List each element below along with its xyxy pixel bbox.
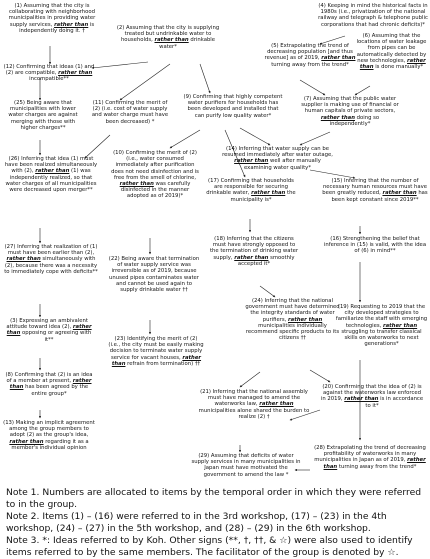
node-7: (7) Assuming that the public water supplier is making use of financial or human capitals of private sectors, rather than doing so independently* (301, 96, 399, 127)
node-17: (17) Confirming that households are responsible for securing drinkable water, rather than the municipality is* (206, 178, 296, 203)
figure-notes (6, 487, 428, 559)
node-19: (19) Requesting to 2019 that the city developed strategies to familiarize the staff with emerging technologies, rather than struggling to transfer classical skills on waterworks to next generations* (335, 304, 428, 348)
node-27: (27) Inferring that realization of (1) must have been earlier than (2), rather than simultaneously with (2), because there was a necessity to immediately cope with deficits** (4, 244, 98, 275)
node-12: (12) Confirming that ideas (1) and (2) are compatible, rather than incompatible** (3, 64, 95, 83)
node-9: (9) Confirming that highly competent water purifiers for households has been developed and installed that can purify low quality water* (183, 94, 283, 119)
arrow-7-14 (300, 132, 330, 145)
node-26: (26) Inferring that idea (1) must have been realized simultaneously with (2), rather than (1) was independently realized, so that water charges of all municipalities were decreased upon merger** (4, 156, 98, 194)
node-4: (4) Keeping in mind the historical facts in 1980s (i.e., privatization of the national railway and telegraph & telephone public corporations that had chronic deficits)* (318, 3, 428, 28)
arrow-9-10 (170, 130, 200, 148)
node-18: (18) Inferring that the citizens must have strongly opposed to the termination of drinking water supply, rather than smoothly accepted it* (209, 236, 299, 267)
arrow-2-12 (92, 62, 148, 68)
node-21: (21) Inferring that the national assembly must have managed to amend the waterworks law, rather than municipalities alone shared the burden to realize (2) † (198, 389, 310, 420)
arrow-14-15 (310, 170, 355, 178)
arrow-6-7 (355, 86, 370, 95)
node-28: (28) Extrapolating the trend of decreasing profitability of waterworks in many municipalities in Japan as of 2019, rather than turning away from the trend* (314, 445, 426, 470)
node-14: (14) Inferring that water supply can be resumed immediately after water outage, rather than well after manually examining water quality* (222, 146, 333, 171)
note-3: Note 3. *: Ideas referred to by Koh. Other signs (**, †, ††, & ☆) were also used to identify items referred to by the same members. The facilitator of the group is denoted by ☆. (6, 535, 413, 558)
arrow-5-7 (300, 80, 325, 95)
note-2: Note 2. Items (1) – (16) were referred to in the 3rd workshop, (17) – (23) in the 4th workshop, (24) – (27) in the 5th workshop, and (28) – (29) in the 6th workshop. (6, 511, 387, 534)
node-24: (24) Inferring that the national government must have determined the integrity standards of water purifiers, rather than municipalities individually recommend specific products to its citizens †† (245, 298, 340, 342)
note-1: Note 1. Numbers are allocated to items by the temporal order in which they were referred to in the group. (6, 487, 422, 510)
node-20: (20) Confirming that the idea of (2) is against the waterworks law enforced in 2019, rather than is in accordance to it* (320, 384, 424, 409)
arrow-24-21 (240, 372, 260, 387)
arrow-18-24 (260, 286, 275, 297)
node-16: (16) Strengthening the belief that inference in (15) is valid, with the idea of (6) in mind** (323, 236, 427, 255)
node-6: (6) Assuming that the locations of water leakage from pipes can be automatically detected by new technologies, rather than is done manually* (356, 33, 427, 71)
arrow-24-20 (310, 370, 330, 382)
node-29: (29) Assuming that deficits of water supply services in many municipalities in Japan must have motivated the government to amend the law * (191, 453, 301, 478)
node-13: (13) Making an implicit agreement among the group members to adopt (2) as the group's idea, rather than regarding it as a member's individual opinion (3, 420, 95, 451)
arrow-9-14 (240, 128, 270, 145)
node-5: (5) Extrapolating the trend of decreasing population [and thus revenue] as of 2019, rather than turning away from the trend* (264, 43, 356, 68)
arrow-11-26 (85, 135, 110, 158)
node-3: (3) Expressing an ambivalent attitude toward idea (2), rather than opposing or agreeing with it** (6, 318, 92, 343)
node-8: (8) Confirming that (2) is an idea of a member at present, rather than has been agreed by the entire group* (5, 372, 93, 397)
node-23: (23) Identifying the merit of (2) (i.e., the city must be easily making decision to terminate water supply service for vacant houses, rather than refrain from termination) †† (108, 336, 204, 367)
arrow-2-11 (120, 64, 170, 100)
node-2: (2) Assuming that the city is supplying treated but undrinkable water to households, rather than drinkable water* (116, 25, 220, 50)
node-10: (10) Confirming the merit of (2) (i.e., water consumed immediately after purification does not need disinfection and is free from the smell of chlorine, rather than was carefully disinfected in the manner adopted as of 2019)* (111, 150, 199, 200)
node-1: (1) Assuming that the city is collaborating with neighborhood municipalities in providing water supply services, rather than is independently doing it. † (8, 3, 96, 34)
node-11: (11) Confirming the merit of (2) (i.e. cost of water supply and water charge must have been decreased) * (91, 100, 169, 125)
node-25: (25) Being aware that municipalities with lower water charges are against merging with those with higher charges** (8, 100, 78, 131)
arrow-2-9 (200, 64, 210, 93)
node-15: (15) Inferring that the number of necessary human resources must have been greatly reduced, rather than has been kept constant since 2019** (322, 178, 428, 203)
node-22: (22) Being aware that termination of water supply service was irreversible as of 2019, because unused pipes contaminates water and cannot be used again to supply drinkable water †† (108, 256, 200, 294)
